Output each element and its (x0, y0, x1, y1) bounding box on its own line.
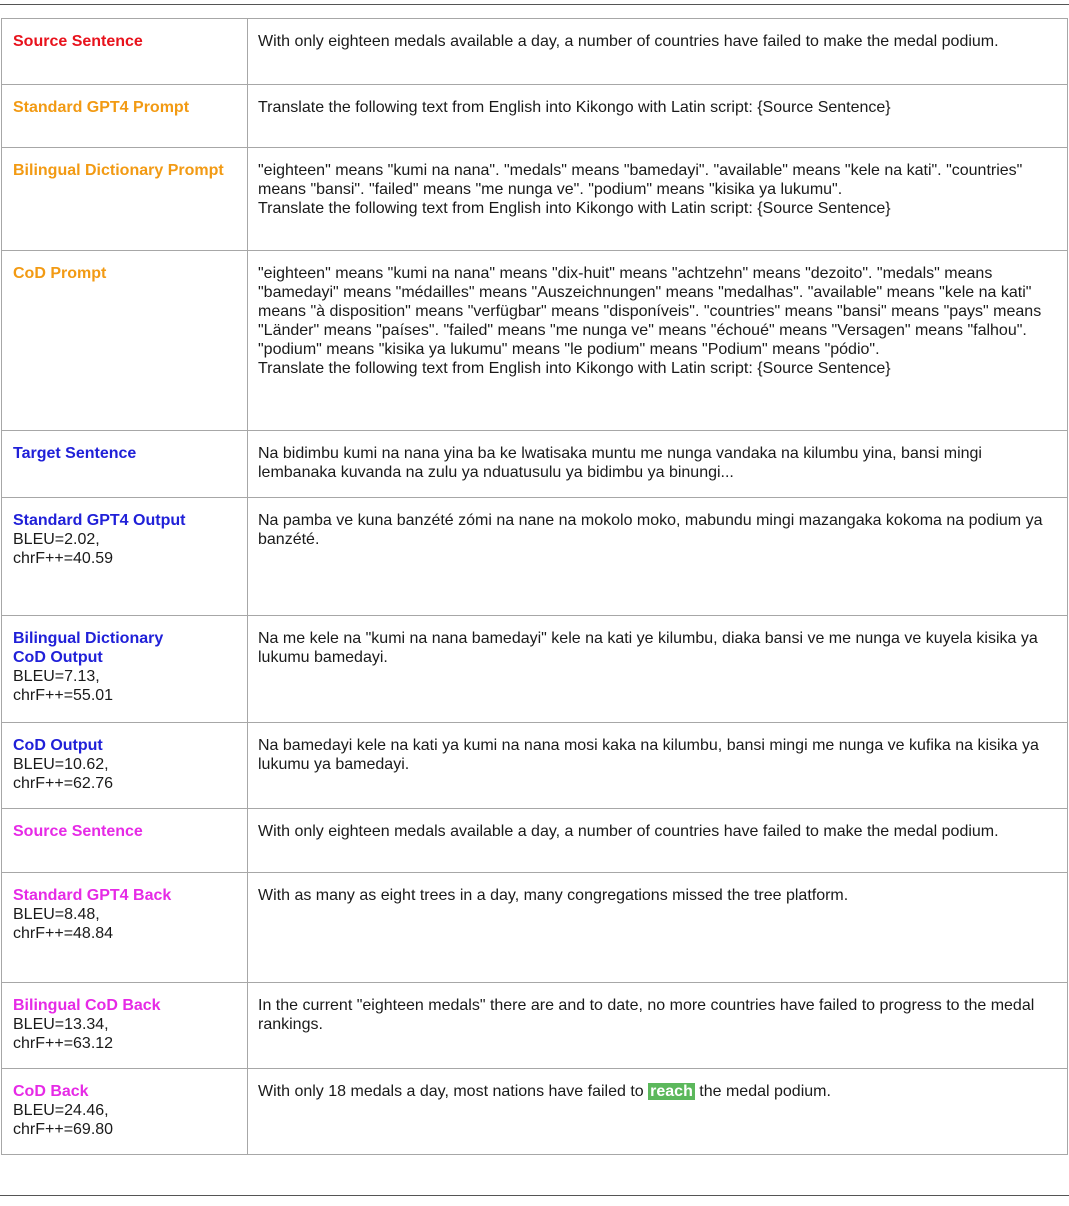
row-text: In the current "eighteen medals" there are and to date, no more countries have failed to progress to the medal rankings. (248, 983, 1068, 1069)
table-row (2, 616, 1068, 723)
row-text: With only eighteen medals available a day, a number of countries have failed to make the medal podium. (248, 19, 1068, 85)
comparison-table (1, 18, 1068, 1155)
row-text: With only eighteen medals available a day, a number of countries have failed to make the medal podium. (248, 809, 1068, 873)
highlighted-word: reach (650, 1083, 693, 1100)
table-row (2, 431, 1068, 498)
table-row (2, 873, 1068, 983)
chrf-score: chrF++=63.12 (13, 1035, 114, 1052)
row-text-line: "eighteen" means "kumi na nana" means "dix-huit" means "achtzehn" means "dezoito". "medals" means "bamedayi" means "médailles" means "Auszeichnungen" means "medalhas". "available" means "kele na kati" means "à disposition" means "verfügbar" means "disponíveis". "countries" means "bansi" means "pays" means "Länder" means "países". "failed" means "me nunga ve" means "échoué" means "Versagen" means "falhou". "podium" means "kisika ya lukumu" means "le podium" means "Podium" means "pódio". (258, 265, 1042, 358)
row-title: Bilingual CoD Back (13, 997, 161, 1014)
chrf-score: chrF++=69.80 (13, 1121, 114, 1138)
chrf-score: chrF++=40.59 (13, 550, 114, 567)
row-title: CoD Output (13, 737, 103, 754)
table-row (2, 723, 1068, 809)
row-text (248, 148, 1068, 251)
row-text-line: "eighteen" means "kumi na nana". "medals" means "bamedayi". "available" means "kele na kati". "countries" means "bansi". "failed" means "me nunga ve". "podium" means "kisika ya lukumu". (258, 162, 1023, 198)
bleu-score: BLEU=10.62, (13, 756, 109, 773)
row-label (2, 723, 248, 809)
table-row (2, 251, 1068, 431)
row-text-before: With only 18 medals a day, most nations have failed to (258, 1083, 649, 1100)
row-title: Bilingual Dictionary (13, 630, 164, 647)
row-label (2, 873, 248, 983)
row-label (2, 1069, 248, 1155)
row-text (248, 251, 1068, 431)
row-label (2, 983, 248, 1069)
table-row (2, 1069, 1068, 1155)
bleu-score: BLEU=8.48, (13, 906, 100, 923)
table-row (2, 983, 1068, 1069)
row-title: Source Sentence (13, 33, 143, 50)
top-rule (0, 4, 1069, 5)
row-text: Na pamba ve kuna banzété zómi na nane na mokolo moko, mabundu mingi mazangaka kokoma na podium ya banzété. (248, 498, 1068, 616)
row-label (2, 616, 248, 723)
row-text-line: Translate the following text from English into Kikongo with Latin script: {Source Sentence} (258, 360, 891, 377)
row-label (2, 148, 248, 251)
table-row (2, 85, 1068, 148)
bleu-score: BLEU=2.02, (13, 531, 100, 548)
table-row (2, 809, 1068, 873)
bottom-rule (0, 1195, 1069, 1196)
table-row (2, 148, 1068, 251)
row-label (2, 85, 248, 148)
row-title: CoD Output (13, 649, 103, 666)
row-title: CoD Back (13, 1083, 89, 1100)
row-text: Translate the following text from English into Kikongo with Latin script: {Source Sentence} (248, 85, 1068, 148)
row-text (248, 1069, 1068, 1155)
table-row (2, 498, 1068, 616)
row-title: Target Sentence (13, 445, 137, 462)
bleu-score: BLEU=7.13, (13, 668, 100, 685)
row-label (2, 809, 248, 873)
row-label (2, 251, 248, 431)
row-title: Standard GPT4 Prompt (13, 99, 190, 116)
row-title: CoD Prompt (13, 265, 107, 282)
row-title: Bilingual Dictionary Prompt (13, 162, 224, 179)
row-text: With as many as eight trees in a day, many congregations missed the tree platform. (248, 873, 1068, 983)
table-row (2, 19, 1068, 85)
row-text-line: Translate the following text from English into Kikongo with Latin script: {Source Sentence} (258, 200, 891, 217)
chrf-score: chrF++=48.84 (13, 925, 114, 942)
chrf-score: chrF++=62.76 (13, 775, 114, 792)
row-text: Na bamedayi kele na kati ya kumi na nana mosi kaka na kilumbu, bansi mingi me nunga ve kufika na kisika ya lukumu ya bamedayi. (248, 723, 1068, 809)
row-title: Standard GPT4 Back (13, 887, 172, 904)
row-text-after: the medal podium. (694, 1083, 831, 1100)
row-text: Na me kele na "kumi na nana bamedayi" kele na kati ye kilumbu, diaka bansi ve me nunga ve kuyela kisika ya lukumu bamedayi. (248, 616, 1068, 723)
row-label (2, 431, 248, 498)
row-title: Source Sentence (13, 823, 143, 840)
row-text: Na bidimbu kumi na nana yina ba ke lwatisaka muntu me nunga vandaka na kilumbu yina, bansi mingi lembanaka kuvanda na zulu ya nduatusulu ya bidimbu ya binungi... (248, 431, 1068, 498)
bleu-score: BLEU=24.46, (13, 1102, 109, 1119)
row-label (2, 498, 248, 616)
row-label (2, 19, 248, 85)
chrf-score: chrF++=55.01 (13, 687, 114, 704)
bleu-score: BLEU=13.34, (13, 1016, 109, 1033)
row-title: Standard GPT4 Output (13, 512, 186, 529)
